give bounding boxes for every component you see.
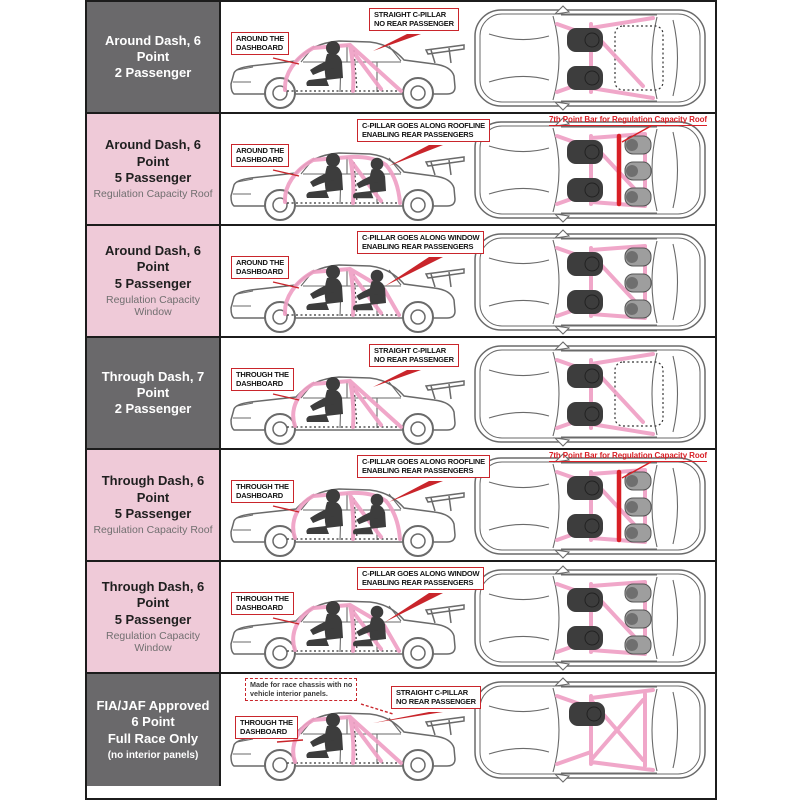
row-label-cell <box>87 674 221 786</box>
callout-line: ENABLING REAR PASSENGERS <box>362 241 474 251</box>
row-title-line: FIA/JAF Approved <box>96 698 210 714</box>
row-illustration <box>221 338 713 448</box>
illustration-cell <box>221 2 715 112</box>
row-title-line: Around Dash, 6 Point <box>104 137 202 169</box>
illustration-cell <box>221 562 715 672</box>
callout-line: THROUGH THE <box>236 370 289 379</box>
seat-top-view <box>567 178 603 202</box>
illustration-cell <box>221 226 715 336</box>
callout-line: DASHBOARD <box>236 42 283 52</box>
callout-line: C-PILLAR GOES ALONG WINDOW <box>362 233 480 242</box>
row-label-cell <box>87 2 221 112</box>
dashboard-callout <box>231 592 294 615</box>
row-title-line: 5 Passenger <box>114 505 192 521</box>
row-title-line: 2 Passenger <box>114 401 192 417</box>
dashboard-callout <box>231 368 294 391</box>
callout-line: STRAIGHT C-PILLAR <box>374 346 447 355</box>
row-title-line: Around Dash, 6 Point <box>104 32 202 64</box>
rear-passenger-top-view <box>625 274 651 292</box>
seat-top-view <box>567 140 603 164</box>
illustration-cell <box>221 450 715 560</box>
callout-line: NO REAR PASSENGER <box>396 696 476 706</box>
row-title-line: Through Dash, 6 Point <box>101 579 205 611</box>
callout-line: THROUGH THE <box>236 594 289 603</box>
rear-passenger-top-view <box>625 248 651 266</box>
callout-line: DASHBOARD <box>236 490 283 500</box>
callout-line: DASHBOARD <box>236 602 283 612</box>
row-subtitle: Regulation Capacity Roof <box>93 524 213 537</box>
callout-line: ENABLING REAR PASSENGERS <box>362 129 474 139</box>
c-pillar-callout <box>369 8 459 31</box>
rear-passenger-top-view <box>625 524 651 542</box>
callout-line: C-PILLAR GOES ALONG ROOFLINE <box>362 457 485 466</box>
row-title-line: Around Dash, 6 Point <box>104 243 202 275</box>
row-title-line: Through Dash, 6 Point <box>101 473 205 505</box>
row-subtitle: Regulation Capacity Roof <box>93 188 213 201</box>
callout-line: NO REAR PASSENGER <box>374 18 454 28</box>
dashboard-callout <box>231 144 289 167</box>
callout-line: NO REAR PASSENGER <box>374 354 454 364</box>
callout-line: DASHBOARD <box>236 154 283 164</box>
callout-line: ENABLING REAR PASSENGERS <box>362 577 474 587</box>
seat-top-view <box>569 702 605 726</box>
row-subtitle: (no interior panels) <box>107 749 199 761</box>
row-label-cell <box>87 562 221 672</box>
config-row <box>87 114 715 226</box>
config-row <box>87 674 715 786</box>
callout-line: THROUGH THE <box>240 718 293 727</box>
race-chassis-note-callout <box>245 678 357 701</box>
dashboard-callout <box>235 716 298 739</box>
seat-top-view <box>567 588 603 612</box>
seventh-point-bar-label: 7th Point Bar for Regulation Capacity Roof <box>548 451 707 460</box>
seat-top-view <box>567 28 603 52</box>
seat-top-view <box>567 476 603 500</box>
callout-line: DASHBOARD <box>236 266 283 276</box>
seat-top-view <box>567 66 603 90</box>
illustration-cell <box>221 114 715 224</box>
row-title-line: Through Dash, 7 Point <box>101 368 205 400</box>
dashboard-callout <box>231 32 289 55</box>
rear-passenger-top-view <box>625 584 651 602</box>
c-pillar-callout <box>391 686 481 709</box>
illustration-cell <box>221 674 715 786</box>
config-row <box>87 2 715 114</box>
c-pillar-callout <box>357 455 490 478</box>
rollcage-configuration-chart <box>85 0 717 800</box>
callout-line: STRAIGHT C-PILLAR <box>374 10 447 19</box>
config-row <box>87 226 715 338</box>
row-subtitle: Regulation Capacity Window <box>106 293 200 319</box>
callout-line: Made for race chassis with no <box>250 680 353 689</box>
callout-line: C-PILLAR GOES ALONG ROOFLINE <box>362 121 485 130</box>
c-pillar-callout <box>369 344 459 367</box>
rear-passenger-top-view <box>625 300 651 318</box>
rear-passenger-top-view <box>625 636 651 654</box>
illustration-cell <box>221 338 715 448</box>
config-row <box>87 562 715 674</box>
row-label-cell <box>87 114 221 224</box>
row-illustration <box>221 2 713 112</box>
row-label-cell <box>87 338 221 448</box>
callout-line: vehicle interior panels. <box>250 688 328 698</box>
row-title-line: 6 Point <box>131 714 175 730</box>
rear-passenger-top-view <box>625 610 651 628</box>
row-label-cell <box>87 450 221 560</box>
row-title-line: 2 Passenger <box>114 65 192 81</box>
row-title-line: Full Race Only <box>107 730 199 746</box>
callout-line: DASHBOARD <box>236 378 283 388</box>
dashboard-callout <box>231 480 294 503</box>
rear-passenger-top-view <box>625 188 651 206</box>
seat-top-view <box>567 626 603 650</box>
rear-passenger-top-view <box>625 498 651 516</box>
seat-top-view <box>567 364 603 388</box>
seat-top-view <box>567 290 603 314</box>
callout-line: AROUND THE <box>236 146 284 155</box>
c-pillar-callout <box>357 119 490 142</box>
c-pillar-callout <box>357 231 484 254</box>
callout-line: ENABLING REAR PASSENGERS <box>362 465 474 475</box>
callout-line: THROUGH THE <box>236 482 289 491</box>
dashboard-callout <box>231 256 289 279</box>
config-row <box>87 338 715 450</box>
row-title-line: 5 Passenger <box>114 169 192 185</box>
seat-top-view <box>567 402 603 426</box>
row-title-line: 5 Passenger <box>114 611 192 627</box>
callout-line: STRAIGHT C-PILLAR <box>396 688 469 697</box>
callout-line: DASHBOARD <box>240 726 287 736</box>
rear-passenger-top-view <box>625 162 651 180</box>
config-row <box>87 450 715 562</box>
seat-top-view <box>567 252 603 276</box>
callout-line: C-PILLAR GOES ALONG WINDOW <box>362 569 480 578</box>
c-pillar-callout <box>357 567 484 590</box>
callout-line: AROUND THE <box>236 258 284 267</box>
seventh-point-bar-label: 7th Point Bar for Regulation Capacity Roof <box>548 115 707 124</box>
row-subtitle: Regulation Capacity Window <box>106 629 200 655</box>
seat-top-view <box>567 514 603 538</box>
row-label-cell <box>87 226 221 336</box>
callout-line: AROUND THE <box>236 34 284 43</box>
row-title-line: 5 Passenger <box>114 275 192 291</box>
